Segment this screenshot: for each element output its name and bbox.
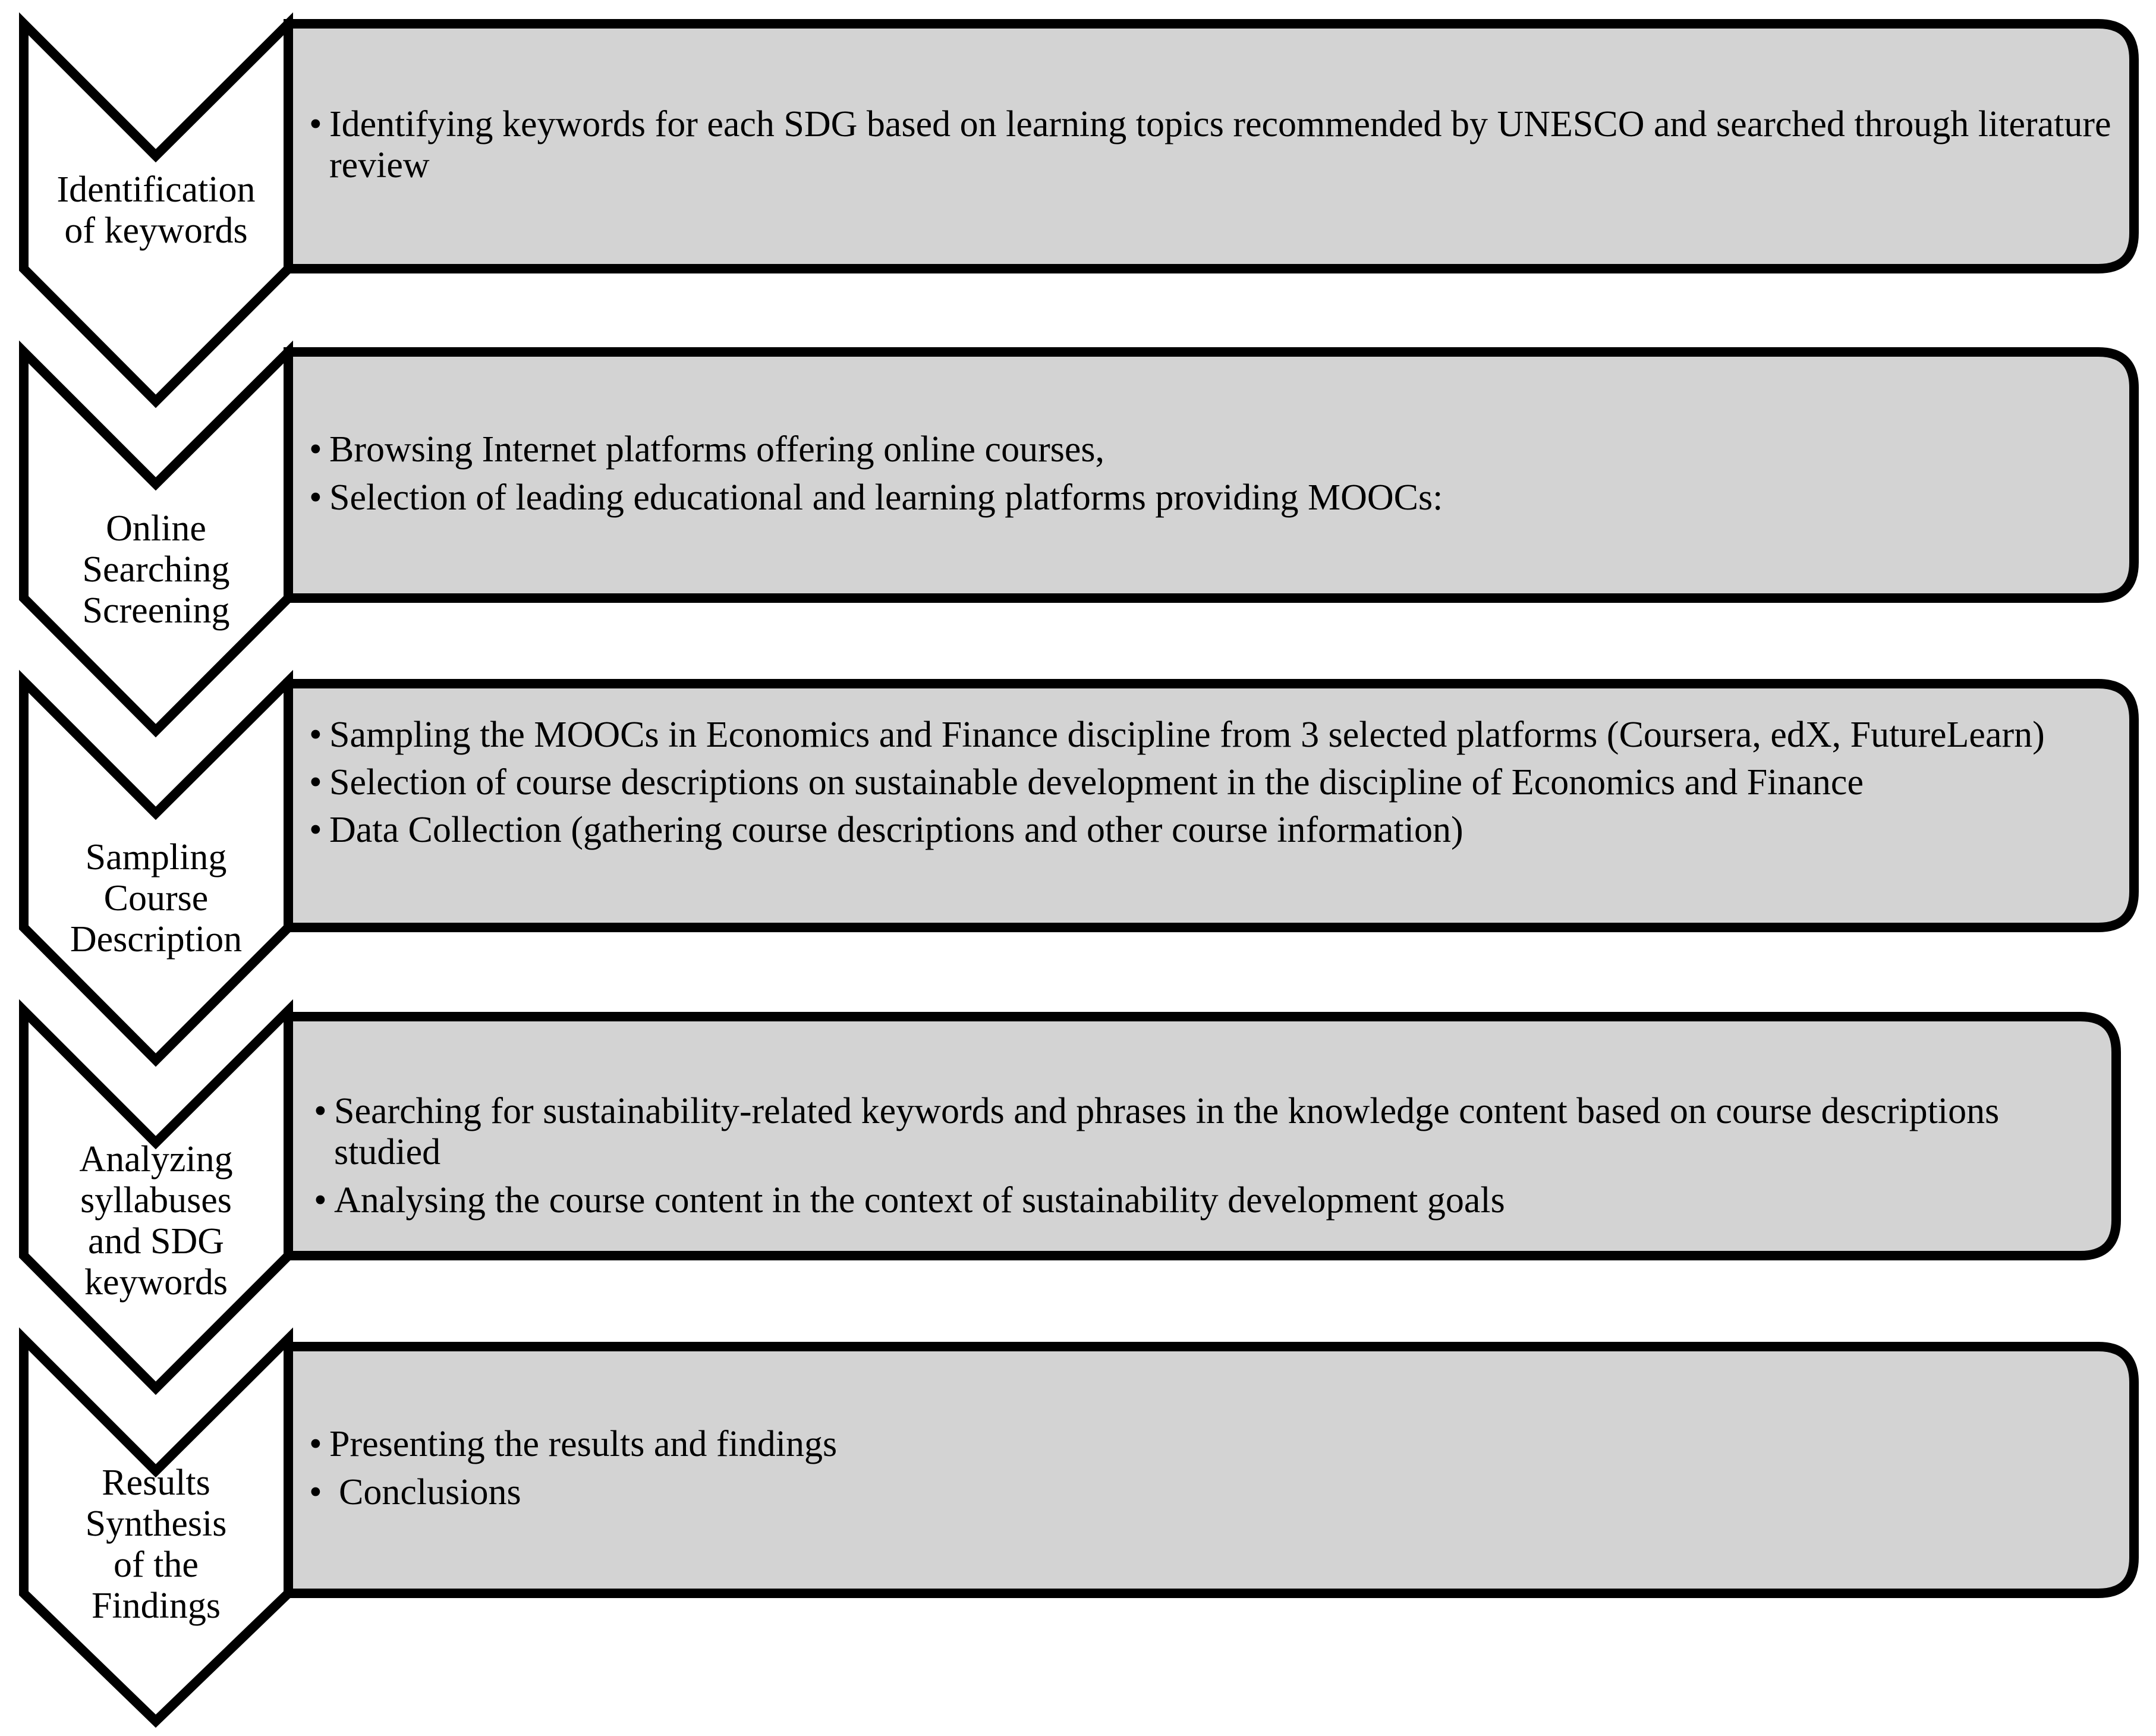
- step-5-label: Results Synthesis of the Findings: [85, 1463, 227, 1626]
- step-3-bullet-2: • Selection of course descriptions on sustainable development in the discipline of Economics and Finance: [309, 762, 2116, 803]
- step-4-bullet-1: • Searching for sustainability-related keywords and phrases in the knowledge content based on course descriptions studied: [314, 1091, 2091, 1173]
- step-3-label: Sampling Course Description: [70, 837, 243, 960]
- step-2-bullet-1: • Browsing Internet platforms offering online courses,: [309, 429, 2116, 470]
- step-1-content: [309, 104, 2116, 193]
- step-3-content: [309, 715, 2116, 858]
- step-5-content: [309, 1424, 2116, 1520]
- step-2-content: [309, 429, 2116, 526]
- step-2-label: Online Searching Screening: [82, 508, 230, 631]
- step-3-bullet-1: • Sampling the MOOCs in Economics and Finance discipline from 3 selected platforms (Coursera, edX, FutureLearn): [309, 715, 2116, 756]
- step-5-bullet-1: • Presenting the results and findings: [309, 1424, 2116, 1465]
- step-4-content: [314, 1091, 2091, 1228]
- step-3-bullet-3: • Data Collection (gathering course descriptions and other course information): [309, 810, 2116, 851]
- step-5-bullet-2: • Conclusions: [309, 1472, 2116, 1513]
- step-2-bullet-2: • Selection of leading educational and learning platforms providing MOOCs:: [309, 477, 2116, 518]
- step-4-label: Analyzing syllabuses and SDG keywords: [79, 1139, 233, 1303]
- step-4-bullet-2: • Analysing the course content in the context of sustainability development goals: [314, 1180, 2091, 1221]
- step-1-label: Identification of keywords: [56, 169, 256, 251]
- step-1-bullet-1: • Identifying keywords for each SDG based on learning topics recommended by UNESCO and searched through literature review: [309, 104, 2116, 186]
